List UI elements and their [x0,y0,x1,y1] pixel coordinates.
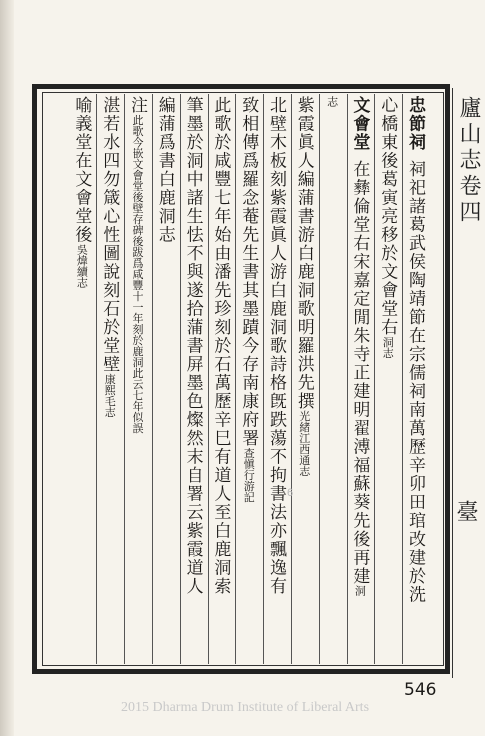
column-rule [208,94,209,664]
source-note: 此歌今嵌文會堂後壁存碑後跋爲咸豐十一年刻於鹿洞此云七年似誤 [131,114,144,434]
source-note: 康熙毛志 [103,373,117,418]
book-spine-shadow [0,0,14,736]
entry-heading: 文會堂 [349,96,370,152]
text-column [348,96,372,658]
column-text: 心橋東後葛寅亮移於文會堂右 [377,96,398,337]
text-column [98,96,122,658]
text-column [237,96,261,658]
column-text: 湛若水四勿箴心性圖說刻石於堂壁 [99,96,120,374]
column-rule [374,94,375,664]
text-column [126,96,150,658]
text-column [265,96,289,658]
text-column [321,96,345,658]
source-note: 吳煒續志 [75,244,89,288]
book-title: 廬山志 [456,96,481,174]
column-rule [235,94,236,664]
source-note: 洞志 [381,336,395,359]
column-rule [402,94,403,664]
page-reference-mark: 臺 [453,500,478,522]
page-number: 546 [404,680,437,700]
column-text: 此歌於咸豐七年始由潘先珍刻於石萬歷辛巳有道人至白鹿洞索 [210,96,231,596]
column-text: 注 [127,96,147,115]
column-text: 編蒲爲書白鹿洞志 [154,96,175,244]
source-note: 洞 [353,585,367,596]
watermark: 2015 Dharma Drum Institute of Liberal Arts [120,700,370,715]
column-text: 北壁木板刻紫霞眞人游白鹿洞歌詩格旣跌蕩不拘書法亦飄逸有 [266,96,286,596]
column-text: 筆墨於洞中諸生怯不與遂拾蒲書屏墨色燦然末自署云紫霞道人 [182,96,203,596]
text-column [376,96,400,658]
source-note: 光緒江西通志 [297,410,311,477]
column-text: 致相傳爲羅念菴先生書其墨蹟今存南康府署 [238,96,259,448]
column-text: 祠祀諸葛武侯陶靖節在宗儒祠南萬歷辛卯田琯改建於洗 [405,159,425,604]
text-column [70,96,94,658]
entry-heading: 忠節祠 [405,96,425,152]
text-column [293,96,317,658]
column-rule [263,94,264,664]
text-column [404,96,428,658]
column-rule [347,94,348,664]
column-rule [180,94,181,664]
column-text: 紫霞眞人編蒲書游白鹿洞歌明羅洪先撰 [293,96,314,411]
text-column [182,96,206,658]
volume-label: 卷四 [456,174,481,226]
column-rule [291,94,292,664]
column-rule [124,94,125,664]
text-column [209,96,233,658]
column-rule [96,94,97,664]
source-note: 查愼行游記 [242,447,256,503]
column-rule [152,94,153,664]
column-text: 在彝倫堂右宋嘉定閒朱寺正建明翟溥福蘇葵先後再建 [349,159,370,585]
faint-mark: 6 [287,487,294,499]
column-text: 喻義堂在文會堂後 [71,96,92,244]
column-rule [319,94,320,664]
book-header [455,96,481,226]
text-column [154,96,178,658]
source-note: 志 [325,96,339,107]
